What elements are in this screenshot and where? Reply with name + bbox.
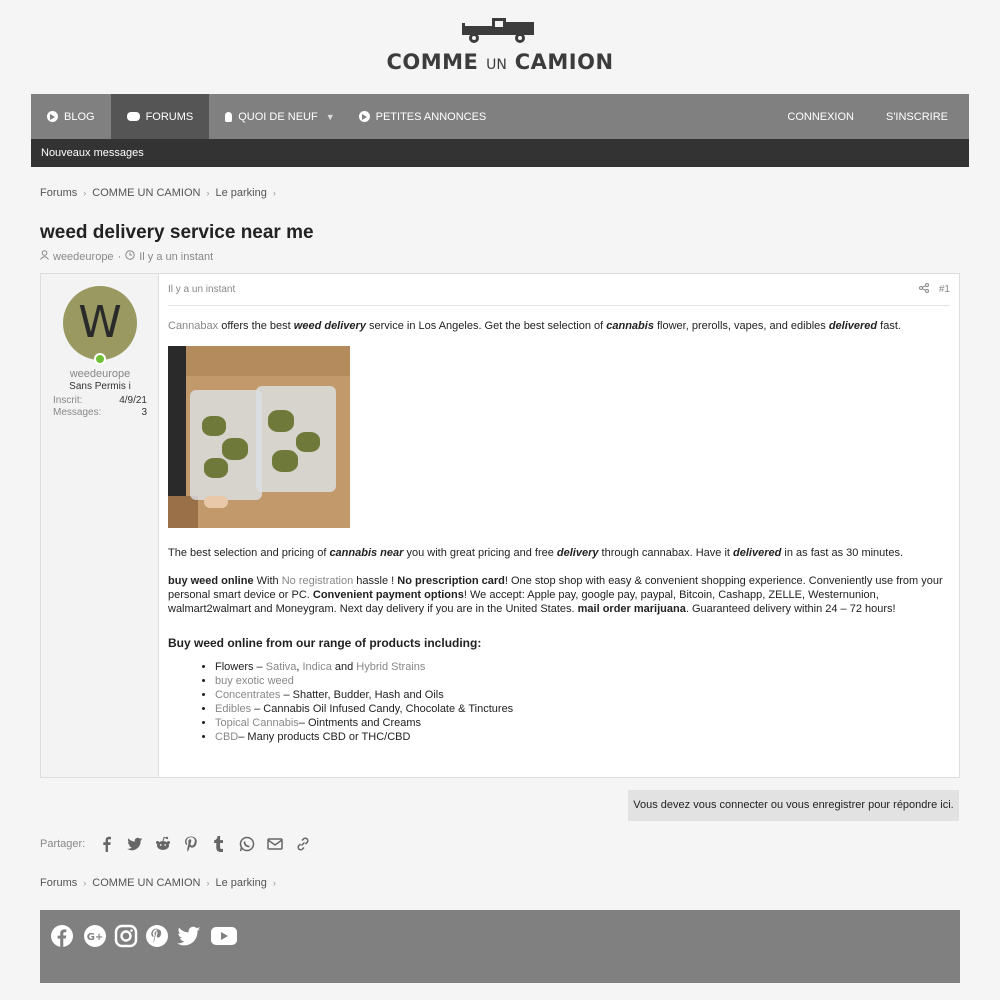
product-list xyxy=(215,660,513,744)
login-link[interactable]: CONNEXION xyxy=(787,110,854,123)
facebook-icon[interactable] xyxy=(99,836,115,852)
indica-link[interactable]: Indica xyxy=(302,661,332,673)
post-body xyxy=(168,274,950,743)
author-panel xyxy=(41,274,159,777)
list-item: • Edibles – Cannabis Oil Infused Candy, Chocolate & Tinctures xyxy=(215,702,513,716)
thread-meta xyxy=(40,250,213,263)
post-number-link[interactable]: #1 xyxy=(938,284,950,295)
main-nav xyxy=(31,94,969,139)
thread-time-link[interactable]: Il y a un instant xyxy=(139,250,214,263)
user-icon xyxy=(40,250,49,263)
edibles-link[interactable]: Edibles xyxy=(215,703,252,715)
pinterest-icon[interactable] xyxy=(183,836,199,852)
post-image[interactable] xyxy=(168,346,350,528)
thread-author-link[interactable]: weedeurope xyxy=(53,250,114,263)
logo-wordmark: COMME UN CAMION xyxy=(386,50,614,74)
online-status-icon xyxy=(94,353,106,365)
facebook-icon[interactable] xyxy=(50,924,74,948)
breadcrumb-item[interactable]: Le parking xyxy=(215,187,267,199)
instagram-icon[interactable] xyxy=(114,924,138,948)
list-item: • Flowers – Sativa, Indica and Hybrid Strains xyxy=(215,660,513,674)
product-heading: Buy weed online from our range of products including: xyxy=(168,636,482,650)
author-title: Sans Permis i xyxy=(69,381,131,392)
strains-link[interactable]: Strains xyxy=(391,661,426,673)
post xyxy=(40,273,960,778)
breadcrumb-item[interactable]: Forums xyxy=(40,187,78,199)
twitter-icon[interactable] xyxy=(177,924,201,948)
avatar[interactable]: W xyxy=(63,286,137,360)
share-bar xyxy=(40,836,311,852)
pinterest-icon[interactable] xyxy=(145,924,169,948)
clock-icon xyxy=(125,250,135,263)
email-icon[interactable] xyxy=(267,836,283,852)
chevron-down-icon[interactable]: ▼ xyxy=(325,111,335,122)
tumblr-icon[interactable] xyxy=(211,836,227,852)
concentrates-link[interactable]: Concentrates xyxy=(215,689,281,701)
list-item: • Topical Cannabis– Ointments and Creams xyxy=(215,716,513,730)
meta-separator: · xyxy=(117,250,122,263)
arrow-circle-icon xyxy=(47,111,58,122)
chevron-right-icon: › xyxy=(83,188,87,198)
chevron-right-icon: › xyxy=(83,878,87,888)
google-plus-icon[interactable] xyxy=(83,924,107,948)
post-paragraph-1: Cannabax offers the best weed delivery service in Los Angeles. Get the best selection of cannabis flower, prerolls, vapes, and edibles delivered fast. xyxy=(168,320,901,332)
breadcrumb-item[interactable]: Forums xyxy=(40,877,78,889)
share-icon[interactable] xyxy=(919,283,929,296)
share-label: Partager: xyxy=(40,838,86,850)
chat-bubble-icon xyxy=(127,112,140,121)
tab-forums[interactable]: FORUMS xyxy=(111,94,210,139)
author-joined: Inscrit: 4/9/21 xyxy=(53,395,147,406)
exotic-weed-link[interactable]: buy exotic weed xyxy=(215,675,294,687)
breadcrumb xyxy=(40,187,276,199)
new-posts-link[interactable]: Nouveaux messages xyxy=(41,147,144,159)
truck-logo-icon xyxy=(462,14,538,46)
sativa-link[interactable]: Sativa xyxy=(265,661,297,673)
no-registration-link[interactable]: No registration xyxy=(281,575,354,587)
register-link[interactable]: S'INSCRIRE xyxy=(886,110,948,123)
svg-text:G+: G+ xyxy=(86,932,104,943)
lightbulb-icon xyxy=(225,112,232,122)
chevron-right-icon: › xyxy=(206,878,210,888)
breadcrumb-item[interactable]: COMME UN CAMION xyxy=(92,877,201,889)
list-item: • CBD– Many products CBD or THC/CBD xyxy=(215,730,513,744)
site-logo[interactable] xyxy=(0,14,1000,74)
cbd-link[interactable]: CBD xyxy=(215,731,239,743)
breadcrumb-item[interactable]: Le parking xyxy=(215,877,267,889)
list-item xyxy=(215,674,513,688)
breadcrumb-item[interactable]: COMME UN CAMION xyxy=(92,187,201,199)
tab-petites-annonces[interactable]: PETITES ANNONCES xyxy=(343,94,503,139)
youtube-icon[interactable] xyxy=(210,924,238,948)
breadcrumb-bottom xyxy=(40,877,276,889)
topical-cannabis-link[interactable]: Topical Cannabis xyxy=(215,717,299,729)
chevron-right-icon: › xyxy=(206,188,210,198)
whatsapp-icon[interactable] xyxy=(239,836,255,852)
link-icon[interactable] xyxy=(295,836,311,852)
author-name[interactable]: weedeurope xyxy=(69,368,131,380)
post-time-link[interactable]: Il y a un instant xyxy=(168,284,236,295)
chevron-right-icon: › xyxy=(272,878,276,888)
tab-blog[interactable]: BLOG xyxy=(31,94,111,139)
chevron-right-icon: › xyxy=(272,188,276,198)
author-messages: Messages: 3 xyxy=(53,407,147,418)
post-paragraph-2: The best selection and pricing of cannabis near you with great pricing and free delivery through cannabax. Have it delivered in as fast as 30 minutes. xyxy=(168,547,904,559)
footer xyxy=(40,910,960,983)
reply-login-notice[interactable]: Vous devez vous connecter ou vous enregistrer pour répondre ici. xyxy=(628,790,959,821)
page-title: weed delivery service near me xyxy=(40,222,314,243)
list-item: • Concentrates – Shatter, Budder, Hash and Oils xyxy=(215,688,513,702)
tab-quoi-de-neuf[interactable]: QUOI DE NEUF xyxy=(209,94,325,139)
arrow-circle-icon xyxy=(359,111,370,122)
subnav xyxy=(31,139,969,167)
post-paragraph-3: buy weed online With No registration hassle ! No prescription card! One stop shop with easy & convenient shopping experience. Conveniently use from your personal smart device or PC. Convenient payment options! We accept: Apple pay, google pay, paypal, Bitcoin, Cashapp, ZELLE, Westernunion, walmart2walmart and Moneygram. Next day delivery if you are in the United States. mail order marijuana. Guaranteed delivery within 24 – 72 hours! xyxy=(168,575,943,615)
cannabax-link[interactable]: Cannabax xyxy=(168,320,219,332)
post-header xyxy=(168,274,950,306)
reddit-icon[interactable] xyxy=(155,836,171,852)
twitter-icon[interactable] xyxy=(127,836,143,852)
hybrid-link[interactable]: Hybrid xyxy=(356,661,389,673)
